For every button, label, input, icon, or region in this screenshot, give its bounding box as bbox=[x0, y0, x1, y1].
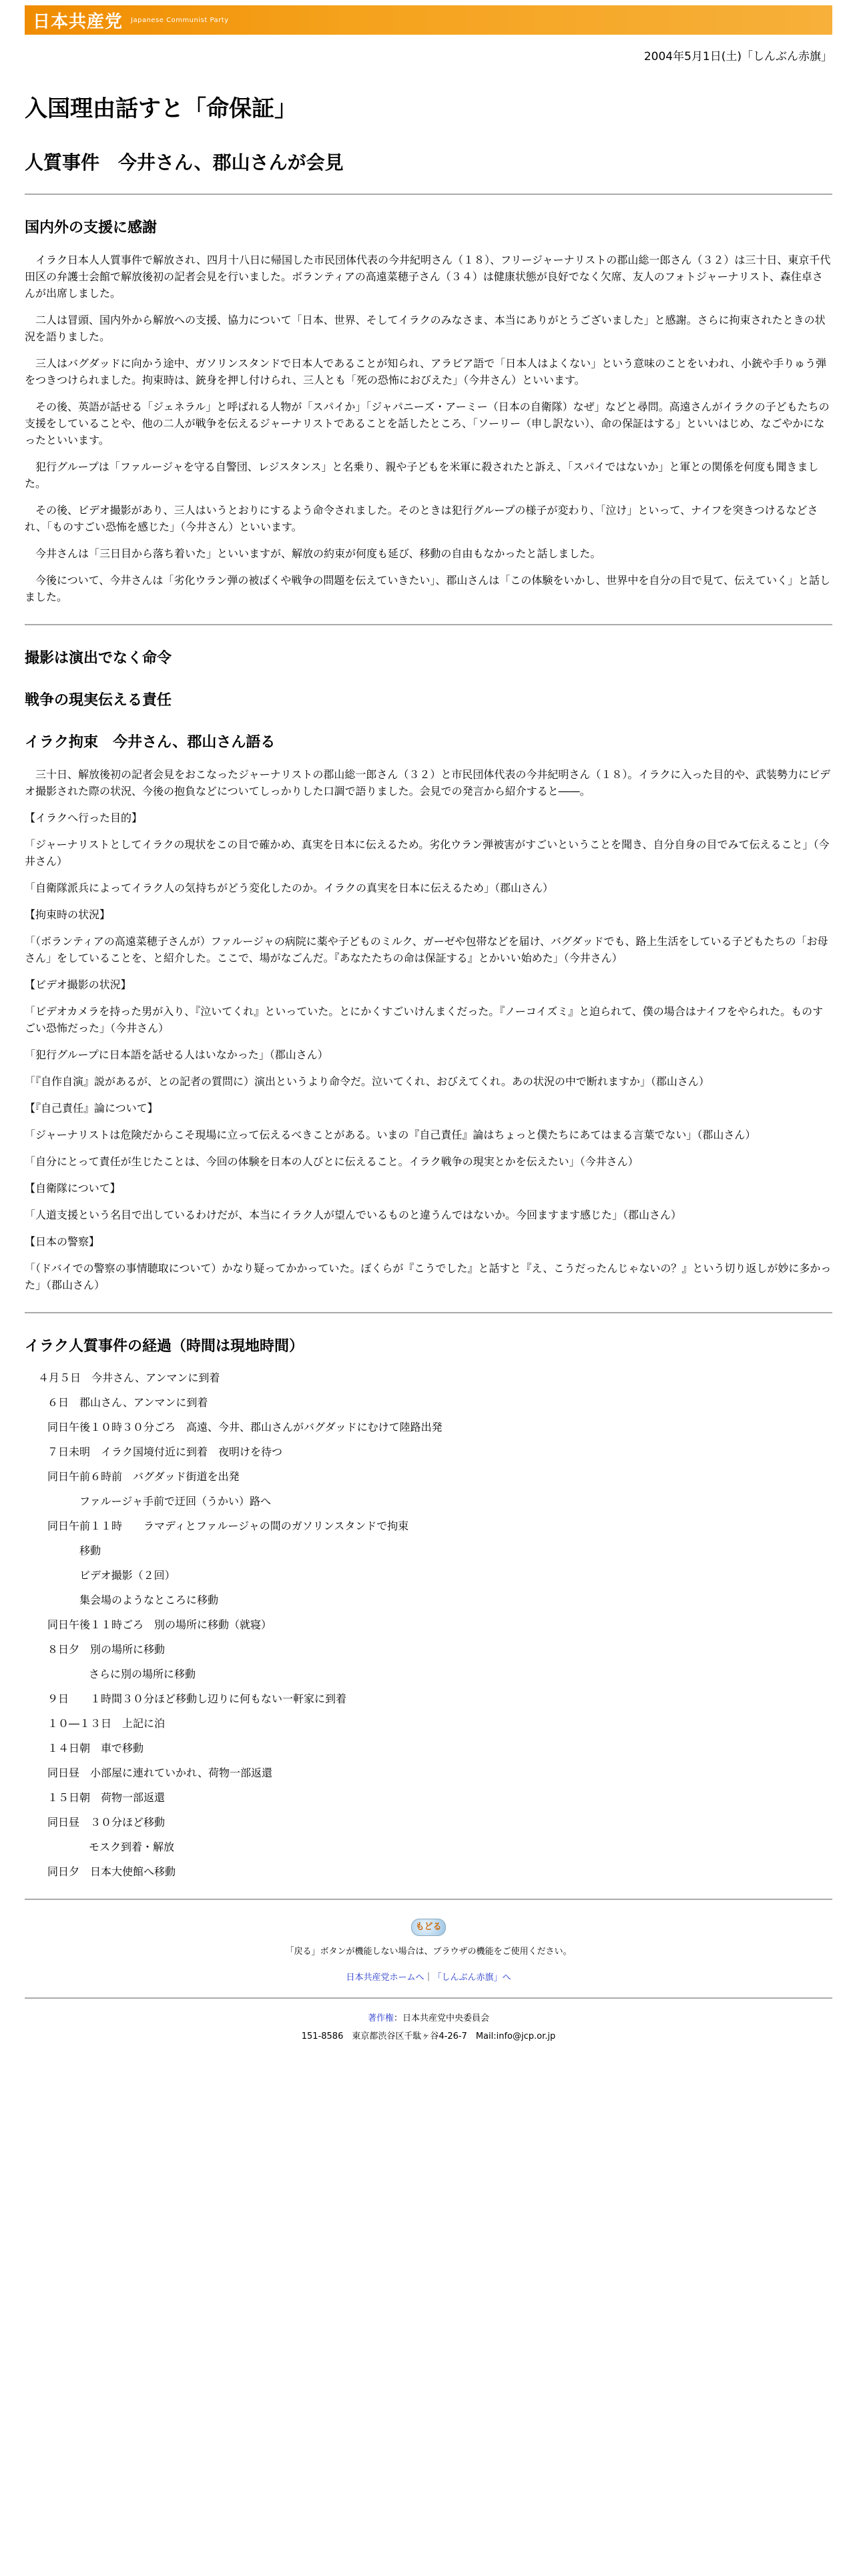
divider bbox=[25, 1312, 832, 1313]
divider bbox=[25, 1899, 832, 1900]
timeline-item: １０―１３日 上記に泊 bbox=[47, 1717, 166, 1730]
timeline-item: モスク到着・解放 bbox=[89, 1841, 175, 1853]
copyright-link[interactable]: 著作権 bbox=[367, 2013, 394, 2023]
article-title: 入国理由話すと「命保証」 bbox=[25, 95, 297, 122]
timeline-item: 同日午前６時前 バグダッド街道を出発 bbox=[47, 1470, 240, 1483]
article-subtitle: 人質事件 今井さん、郡山さんが会見 bbox=[25, 151, 344, 174]
paragraph: 「人道支援という名目で出しているわけだが、本当にイラク人が望んでいるものと違うんではないか。今回ますます感じた」（郡山さん） bbox=[25, 1209, 682, 1221]
paragraph: 「犯行グループに日本語を話せる人はいなかった」（郡山さん） bbox=[25, 1048, 328, 1061]
site-logo-english: Japanese Communist Party bbox=[131, 16, 229, 24]
section-heading: イラク拘束 今井さん、郡山さん語る bbox=[25, 734, 276, 751]
divider bbox=[25, 194, 832, 195]
site-banner[interactable] bbox=[25, 5, 832, 35]
paragraph: 【ビデオ撮影の状況】 bbox=[25, 978, 131, 991]
paragraph: 【イラクへ行った目的】 bbox=[25, 812, 143, 824]
copyright-text: ：日本共産党中央委員会 bbox=[394, 2013, 490, 2023]
footer-address: 151-8586 東京都渋谷区千駄ヶ谷4-26-7 Mail:info@jcp.or.jp bbox=[301, 2031, 556, 2041]
timeline-item: ６日 郡山さん、アンマンに到着 bbox=[47, 1396, 208, 1409]
paragraph: 二人は冒頭、国内外から解放への支援、協力について「日本、世界、そしてイラクのみなさま、本当にありがとうございました」と感謝。さらに拘束されたときの状況を語りました。 bbox=[25, 314, 826, 343]
paragraph: 今井さんは「三日目から落ち着いた」といいますが、解放の約束が何度も延び、移動の自由もなかったと話しました。 bbox=[25, 547, 601, 560]
site-logo[interactable]: 日本共産党 bbox=[33, 11, 123, 32]
paragraph: 「（ボランティアの高遠菜穂子さんが）ファルージャの病院に薬や子どものミルク、ガーゼや包帯などを届け、バグダッドでも、路上生活をしている子どもたちの「お母さん」をしていることを、と紹介した。ここで、場がなごんだ。『あなたたちの命は保証する』とかいい始めた」（今井さん） bbox=[25, 935, 828, 964]
paragraph: 三人はバグダッドに向かう途中、ガソリンスタンドで日本人であることが知られ、アラビア語で「日本人はよくない」という意味のことをいわれ、小銃や手りゅう弾をつきつけられました。拘束時は、銃身を押し付けられ、三人とも「死の恐怖におびえた」（今井さん）といいます。 bbox=[25, 357, 827, 386]
paragraph: 犯行グループは「ファルージャを守る自警団、レジスタンス」と名乗り、親や子どもを米軍に殺されたと訴え、「スパイではないか」と軍との関係を何度も聞きました。 bbox=[25, 460, 819, 490]
link-home[interactable]: 日本共産党ホームへ bbox=[346, 1973, 424, 1983]
paragraph: 【拘束時の状況】 bbox=[25, 908, 111, 921]
timeline-item: 同日午後１１時ごろ 別の場所に移動（就寝） bbox=[47, 1618, 272, 1631]
footer-links bbox=[25, 1970, 832, 1983]
divider bbox=[25, 1997, 832, 1999]
timeline-item: さらに別の場所に移動 bbox=[89, 1668, 196, 1680]
paragraph: その後、英語が話せる「ジェネラル」と呼ばれる人物が「スパイか」「ジャパニーズ・アーミー（日本の自衛隊）なぜ」などと尋問。高遠さんがイラクの子どもたちの支援をしていることや、他の二人が戦争を伝えるジャーナリストであることを話したところ、「ソーリー（申し訳ない）、命の保証はする」といいはじめ、なごやかになったといいます。 bbox=[25, 400, 830, 446]
back-note: 「戻る」ボタンが機能しない場合は、ブラウザの機能をご使用ください。 bbox=[285, 1947, 572, 1957]
section-heading: 撮影は演出でなく命令 bbox=[25, 650, 172, 667]
timeline-item: 同日夕 日本大使館へ移動 bbox=[47, 1865, 176, 1878]
paragraph: 「『自作自演』説があるが、との記者の質問に）演出というより命令だ。泣いてくれ、おびえてくれ。あの状況の中で断れますか」（郡山さん） bbox=[25, 1075, 709, 1088]
paragraph: 「ビデオカメラを持った男が入り、『泣いてくれ』といっていた。とにかくすごいけんまくだった。『ノーコイズミ』と迫られて、僕の場合はナイフをやられた。ものすごい恐怖だった」（今井さん） bbox=[25, 1005, 824, 1034]
paragraph: 【『自己責任』論について】 bbox=[25, 1102, 158, 1114]
timeline-list bbox=[25, 1370, 832, 1880]
timeline-item: 同日昼 ３０分ほど移動 bbox=[47, 1816, 166, 1829]
paragraph: 「（ドバイでの警察の事情聴取について）かなり疑ってかかっていた。ぼくらが『こうでした』と話すと『え、こうだったんじゃないの？』という切り返しが妙に多かった」（郡山さん） bbox=[25, 1262, 832, 1291]
section-heading: 戦争の現実伝える責任 bbox=[25, 692, 172, 709]
paragraph: その後、ビデオ撮影があり、三人はいうとおりにするよう命令されました。そのときは犯行グループの様子が変わり、「泣け」といって、ナイフを突きつけるなどされ、「ものすごい恐怖を感じた」（今井さん）といいます。 bbox=[25, 504, 818, 533]
paragraph: 「ジャーナリストとしてイラクの現状をこの目で確かめ、真実を日本に伝えるため。劣化ウラン弾被害がすごいということを聞き、自分自身の目でみて伝えること」（今井さん） bbox=[25, 838, 830, 868]
timeline-item: ４月５日 今井さん、アンマンに到着 bbox=[38, 1371, 220, 1384]
paragraph: 三十日、解放後初の記者会見をおこなったジャーナリストの郡山総一郎さん（３２）と市民団体代表の今井紀明さん（１８）。イラクに入った目的や、武装勢力にビデオ撮影された際の状況、今後の抱負などについてしっかりした口調で語りました。会見での発言から紹介すると――。 bbox=[25, 768, 831, 797]
link-separator: ｜ bbox=[424, 1973, 433, 1983]
timeline-item: ファルージャ手前で迂回（うかい）路へ bbox=[79, 1495, 272, 1508]
timeline-item: ９日 １時間３０分ほど移動し辺りに何もない一軒家に到着 bbox=[47, 1692, 347, 1705]
paragraph: 「自衛隊派兵によってイラク人の気持ちがどう変化したのか。イラクの真実を日本に伝えるため」（郡山さん） bbox=[25, 882, 554, 894]
timeline-item: 移動 bbox=[79, 1544, 101, 1557]
paragraph: 【日本の警察】 bbox=[25, 1235, 100, 1248]
paragraph: 【自衛隊について】 bbox=[25, 1182, 121, 1195]
copyright bbox=[25, 2011, 832, 2023]
timeline-item: 同日午後１０時３０分ごろ 高遠、今井、郡山さんがバグダッドにむけて陸路出発 bbox=[47, 1421, 443, 1433]
section-heading: 国内外の支援に感謝 bbox=[25, 220, 158, 236]
paragraph: 今後について、今井さんは「劣化ウラン弾の被ばくや戦争の問題を伝えていきたい」、郡山さんは「この体験をいかし、世界中を自分の目で見て、伝えていく」と話しました。 bbox=[25, 574, 831, 603]
publication-date: 2004年5月1日(土)「しんぶん赤旗」 bbox=[643, 50, 832, 63]
link-akahata[interactable]: 「しんぶん赤旗」へ bbox=[433, 1973, 511, 1983]
paragraph: 「ジャーナリストは危険だからこそ現場に立って伝えるべきことがある。いまの『自己責任』論はちょっと僕たちにあてはまる言葉でない」（郡山さん） bbox=[25, 1129, 756, 1141]
timeline-item: １４日朝 車で移動 bbox=[47, 1742, 144, 1754]
section-heading: イラク人質事件の経過（時間は現地時間） bbox=[25, 1338, 304, 1355]
timeline-item: 同日午前１１時 ラマディとファルージャの間のガソリンスタンドで拘束 bbox=[47, 1520, 409, 1532]
section-body-interview bbox=[25, 766, 832, 1293]
timeline-item: 同日昼 小部屋に連れていかれ、荷物一部返還 bbox=[47, 1766, 272, 1779]
divider bbox=[25, 624, 832, 625]
page-footer bbox=[25, 1919, 832, 2041]
paragraph: 「自分にとって責任が生じたことは、今回の体験を日本の人びとに伝えること。イラク戦争の現実とかを伝えたい」（今井さん） bbox=[25, 1155, 639, 1168]
back-button[interactable]: もどる bbox=[411, 1919, 446, 1936]
timeline-item: １５日朝 荷物一部返還 bbox=[47, 1791, 166, 1804]
timeline-item: ビデオ撮影（２回） bbox=[79, 1569, 176, 1582]
page bbox=[25, 5, 832, 2041]
paragraph: イラク日本人人質事件で解放され、四月十八日に帰国した市民団体代表の今井紀明さん（１８）、フリージャーナリストの郡山総一郎さん（３２）は三十日、東京千代田区の弁護士会館で解放後初の記者会見を行いました。ボランティアの高遠菜穂子さん（３４）は健康状態が良好でなく欠席、友人のフォトジャーナリスト、森住卓さんが出席しました。 bbox=[25, 254, 831, 300]
section-body-support bbox=[25, 252, 832, 605]
timeline-item: 集会場のようなところに移動 bbox=[79, 1594, 219, 1606]
timeline-item: ８日夕 別の場所に移動 bbox=[47, 1643, 166, 1656]
timeline-item: ７日未明 イラク国境付近に到着 夜明けを待つ bbox=[47, 1445, 283, 1458]
